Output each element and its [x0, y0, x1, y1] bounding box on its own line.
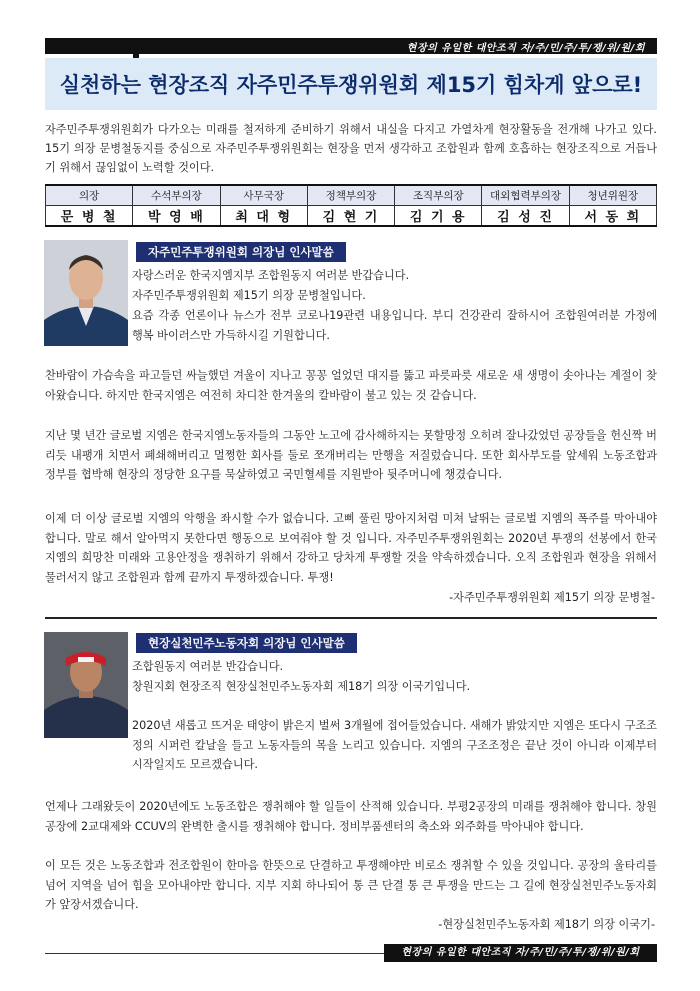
title-banner	[45, 58, 657, 110]
section-divider	[45, 617, 657, 619]
officer-name: 문 병 철	[46, 205, 133, 226]
officer-role: 청년위원장	[569, 185, 656, 205]
section-2-paragraph: 2020년 새롭고 뜨거운 태양이 밝은지 벌써 3개월에 접어들었습니다. 새해가 밝았지만 지엠은 또다시 구조조정의 시퍼런 칼날을 들고 노동자들의 목을 노리고 있습니다. 지엠의 구조조정은 끝난 것이 아니라 이제부터 시작일지도 모르겠습니다.	[132, 719, 657, 771]
footer-line	[45, 953, 384, 954]
section-1-paragraph: 이제 더 이상 글로벌 지엠의 악행을 좌시할 수가 없습니다. 고삐 풀린 망아지처럼 미쳐 날뛰는 글로벌 지엠의 폭주를 막아내야 합니다. 말로 해서 알아먹지 못한다면 행동으로 보여줘야 할 것 입니다. 자주민주투쟁위원회는 2020년 투쟁의 선봉에서 한국지엠의 희망찬 미래와 고용안정을 쟁취하기 위해서 강하고 당차게 투쟁할 것을 약속하겠습니다. 오직 조합원과 현장을 위해서 물러서지 않고 조합원과 함께 끝까지 투쟁하겠습니다. 투쟁!	[45, 512, 657, 584]
officers-role-row	[46, 185, 657, 205]
page-title: 실천하는 현장조직 자주민주투쟁위원회 제15기 힘차게 앞으로!	[59, 73, 643, 97]
section-1-greeting: 자랑스러운 한국지엠지부 조합원동지 여러분 반갑습니다.	[132, 269, 410, 282]
section-2-label: 현장실천민주노동자회 의장님 인사말씀	[136, 633, 357, 653]
officer-name: 김 기 용	[395, 205, 482, 226]
section-1-paragraph: 지난 몇 년간 글로벌 지엠은 한국지엠노동자들의 그동안 노고에 감사해하지는 못할망정 오히려 잘나갔었던 공장들을 헌신짝 버리듯 내팽개 치면서 폐쇄해버리고 멀쩡한 회사를 둘로 쪼개버리는 만행을 저질렀습니다. 또한 회사부도를 앞세워 노동조합과 정부를 협박해 현장의 정당한 요구를 묵살하였고 국민혈세를 지원받아 뒷주머니에 챙겼습니다.	[45, 429, 657, 481]
footer-slogan: 현장의 유일한 대안조직 자/주/민/주/투/쟁/위/원/회	[384, 944, 657, 962]
intro-paragraph: 자주민주투쟁위원회가 다가오는 미래를 철저하게 준비하기 위해서 내실을 다지고 가열차게 현장활동을 전개해 나가고 있다. 15기 의장 문병철동지를 중심으로 자주민주투쟁위원회는 현장을 먼저 생각하고 조합원과 함께 호흡하는 현장조직으로 거듭나기 위해서 끊임없이 노력할 것이다.	[45, 123, 657, 174]
officer-name: 김 현 기	[307, 205, 394, 226]
section-1-signature: -자주민주투쟁위원회 제15기 의장 문병철-	[449, 591, 655, 604]
officers-table	[45, 184, 657, 227]
section-2-intro: 창원지회 현장조직 현장실천민주노동자회 제18기 의장 이국기입니다.	[132, 680, 471, 693]
officer-name: 김 성 진	[482, 205, 569, 226]
section-1-paragraph: 요즘 각종 언론이나 뉴스가 전부 코로나19관련 내용입니다. 부디 건강관리 잘하시어 조합원여러분 가정에 행복 바이러스만 가득하시길 기원합니다.	[132, 309, 657, 342]
officer-role: 대외협력부의장	[482, 185, 569, 205]
chairman-2-photo	[44, 632, 128, 738]
header-slogan: 현장의 유일한 대안조직 자/주/민/주/투/쟁/위/원/회	[406, 43, 645, 54]
officer-role: 조직부의장	[395, 185, 482, 205]
portrait-illustration	[44, 240, 128, 346]
officer-role: 사무국장	[220, 185, 307, 205]
section-2-signature: -현장실천민주노동자회 제18기 의장 이국기-	[438, 918, 655, 931]
officer-name: 최 대 형	[220, 205, 307, 226]
section-1-intro: 자주민주투쟁위원회 제15기 의장 문병철입니다.	[132, 289, 366, 302]
officers-name-row	[46, 205, 657, 226]
officer-name: 서 동 희	[569, 205, 656, 226]
officer-role: 의장	[46, 185, 133, 205]
officer-role: 정책부의장	[307, 185, 394, 205]
portrait-illustration	[44, 632, 128, 738]
chairman-1-photo	[44, 240, 128, 346]
section-1-paragraph: 찬바람이 가슴속을 파고들던 싸늘했던 겨울이 지나고 꽁꽁 얼었던 대지를 뚫고 파릇파릇 새로운 새 생명이 솟아나는 계절이 찾아왔습니다. 하지만 한국지엠은 여전히 차디찬 한겨울의 칼바람이 불고 있는 것 같습니다.	[45, 369, 657, 402]
section-1-label: 자주민주투쟁위원회 의장님 인사말씀	[136, 242, 346, 262]
officer-role: 수석부의장	[133, 185, 220, 205]
section-2-paragraph: 이 모든 것은 노동조합과 전조합원이 한마음 한뜻으로 단결하고 투쟁해야만 비로소 쟁취할 수 있을 것입니다. 공장의 울타리를 넘어 지역을 넘어 힘을 모아내야만 합니다. 지부 지회 하나되어 통 큰 단결 통 큰 투쟁을 만드는 그 길에 현장실천민주노동자회가 앞장서겠습니다.	[45, 859, 657, 911]
officer-name: 박 영 배	[133, 205, 220, 226]
section-2-paragraph: 언제나 그래왔듯이 2020년에도 노동조합은 쟁취해야 할 일들이 산적해 있습니다. 부평2공장의 미래를 쟁취해야 합니다. 창원공장에 2교대제와 CCUV의 완벽한 출시를 쟁취해야 합니다. 정비부품센터의 축소와 외주화를 막아내야 합니다.	[45, 800, 657, 833]
header-bar	[45, 38, 657, 54]
section-2-greeting: 조합원동지 여러분 반갑습니다.	[132, 660, 284, 673]
